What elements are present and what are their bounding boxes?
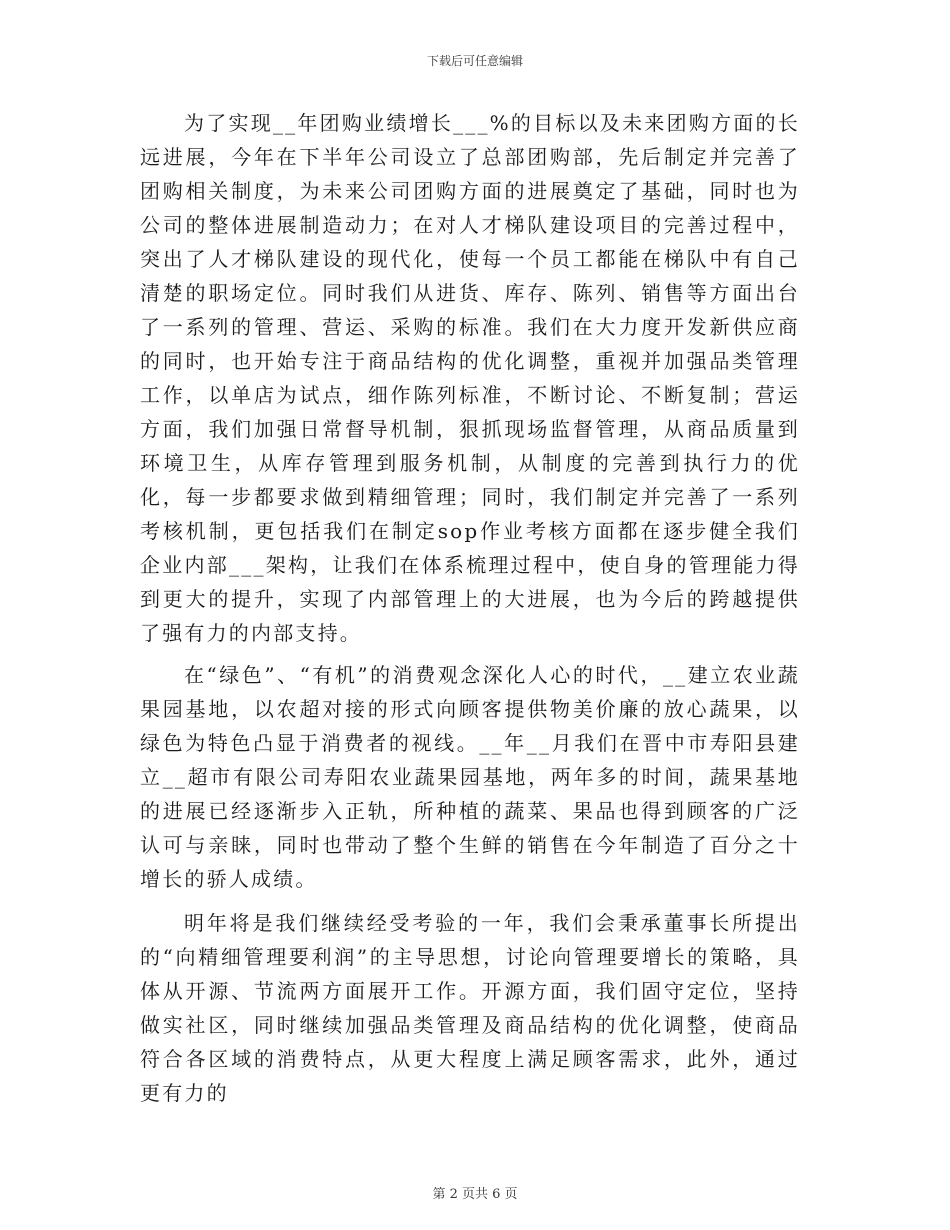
page-header: 下载后可任意编辑 (426, 54, 523, 68)
page-number: 第 2 页共 6 页 (432, 1187, 518, 1202)
paragraph-team-purchase: 为了实现__年团购业绩增长___%的目标以及未来团购方面的长远进展，今年在下半年公司设立了总部团购部，先后制定并完善了团购相关制度，为未来公司团购方面的进展奠定了基础，同时也为公司的整体进展制造动力；在对人才梯队建设项目的完善过程中，突出了人才梯队建设的现代化，使每一个员工都能在梯队中有自己清楚的职场定位。同时我们从进货、库存、陈列、销售等方面出台了一系列的管理、营运、采购的标准。我们在大力度开发新供应商的同时，也开始专注于商品结构的优化调整，重视并加强品类管理工作，以单店为试点，细作陈列标准，不断讨论、不断复制；营运方面，我们加强日常督导机制，狠抓现场监督管理，从商品质量到环境卫生，从库存管理到服务机制，从制度的完善到执行力的优化，每一步都要求做到精细管理；同时，我们制定并完善了一系列考核机制，更包括我们在制定sop作业考核方面都在逐步健全我们企业内部___架构，让我们在体系梳理过程中，使自身的管理能力得到更大的提升，实现了内部管理上的大进展，也为今后的跨越提供了强有力的内部支持。 (140, 111, 800, 645)
paragraph-next-year: 明年将是我们继续经受考验的一年，我们会秉承董事长所提出的“向精细管理要利润”的主导思想，讨论向管理要增长的策略，具体从开源、节流两方面展开工作。开源方面，我们固守定位，坚持做实社区，同时继续加强品类管理及商品结构的优化调整，使商品符合各区域的消费特点，从更大程度上满足顾客需求，此外，通过更有力的 (140, 911, 800, 1105)
paragraph-green-organic: 在“绿色”、“有机”的消费观念深化人心的时代，__建立农业蔬果园基地，以农超对接的形式向顾客提供物美价廉的放心蔬果，以绿色为特色凸显于消费者的视线。__年__月我们在晋中市寿阳县建立__超市有限公司寿阳农业蔬果园基地，两年多的时间，蔬果基地的进展已经逐渐步入正轨，所种植的蔬菜、果品也得到顾客的广泛认可与亲睐，同时也带动了整个生鲜的销售在今年制造了百分之十增长的骄人成绩。 (140, 663, 800, 891)
document-body (140, 106, 800, 1118)
